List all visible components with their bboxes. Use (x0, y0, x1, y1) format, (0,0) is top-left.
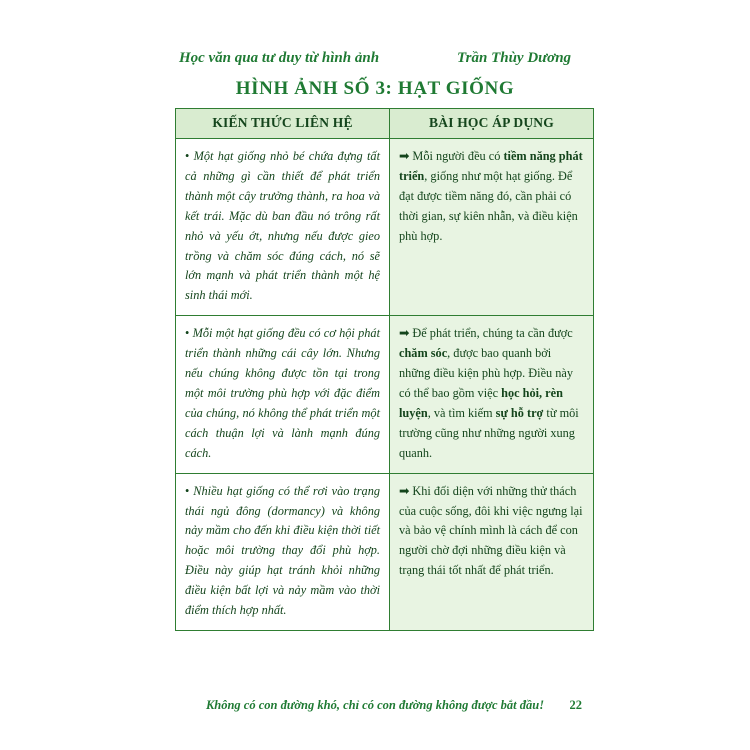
arrow-marker: ➡ (399, 326, 410, 341)
cell-knowledge-1 (176, 139, 390, 316)
table-header-row (176, 109, 594, 139)
bullet-marker: • (185, 149, 190, 163)
arrow-marker: ➡ (399, 149, 410, 163)
table-row (176, 473, 594, 630)
cell-knowledge-3-text: Nhiều hạt giống có thể rơi vào trạng thái ngủ đông (dormancy) và không nảy mầm cho đến khi điều kiện thời tiết hoặc môi trường thay đổi phù hợp. Điều này giúp hạt tránh khỏi những điều kiện bất lợi và nảy mầm vào thời điểm thích hợp nhất. (185, 483, 380, 618)
bullet-marker: • (185, 326, 190, 341)
cell-knowledge-3 (176, 473, 390, 630)
cell-application-3 (390, 473, 594, 630)
column-header-application: BÀI HỌC ÁP DỤNG (390, 109, 594, 139)
footer-quote: Không có con đường khó, chỉ có con đường không được bắt đầu! (205, 698, 545, 712)
bullet-marker: • (185, 483, 190, 498)
table-row (176, 139, 594, 316)
cell-knowledge-2 (176, 316, 390, 473)
table-row (176, 316, 594, 473)
page-title: HÌNH ẢNH SỐ 3: HẠT GIỐNG (235, 78, 515, 99)
header-author: Trần Thùy Dương (457, 50, 572, 66)
page-header (0, 50, 750, 67)
content-table (175, 108, 594, 631)
cell-application-2 (390, 316, 594, 473)
cell-application-2-text: Để phát triển, chúng ta cần được chăm sóc, được bao quanh bởi những điều kiện phù hợp. Điều này có thể bao gồm việc học hỏi, rèn luyện, và tìm kiếm sự hỗ trợ từ môi trường cũng như những người xung quanh. (399, 326, 579, 460)
table-head (176, 109, 594, 139)
page-number: 22 (569, 698, 582, 712)
column-header-knowledge: KIẾN THỨC LIÊN HỆ (176, 109, 390, 139)
cell-application-1 (390, 139, 594, 316)
cell-application-3-text: Khi đối diện với những thử thách của cuộc sống, đôi khi việc ngưng lại và bảo vệ chính mình là cách để con người chờ đợi những điều kiện và trạng thái tốt nhất để phát triển. (399, 483, 583, 578)
header-left-title: Học văn qua tư duy từ hình ảnh (178, 50, 380, 66)
content-table-wrapper (175, 108, 583, 631)
cell-knowledge-2-text: Mỗi một hạt giống đều có cơ hội phát triển thành những cái cây lớn. Nhưng nếu chúng không được tồn tại trong một môi trường phù hợp với đặc điểm của chúng, nó không thể phát triển một cách thuận lợi và lành mạnh đúng cách. (185, 326, 381, 460)
table-body (176, 139, 594, 631)
cell-application-1-text: Mỗi người đều có tiềm năng phát triển, giống như một hạt giống. Để đạt được tiềm năng đó, cần phải có thời gian, sự kiên nhẫn, và điều kiện phù hợp. (399, 149, 583, 243)
cell-knowledge-1-text: Một hạt giống nhỏ bé chứa đựng tất cả những gì cần thiết để phát triển thành một cây trưởng thành, ra hoa và kết trái. Mặc dù ban đầu nó trông rất nhỏ và yếu ớt, nhưng nếu được gieo trồng và chăm sóc đúng cách, nó sẽ lớn mạnh và phát triển thành một hệ sinh thái mới. (185, 149, 380, 303)
arrow-marker: ➡ (399, 483, 410, 498)
